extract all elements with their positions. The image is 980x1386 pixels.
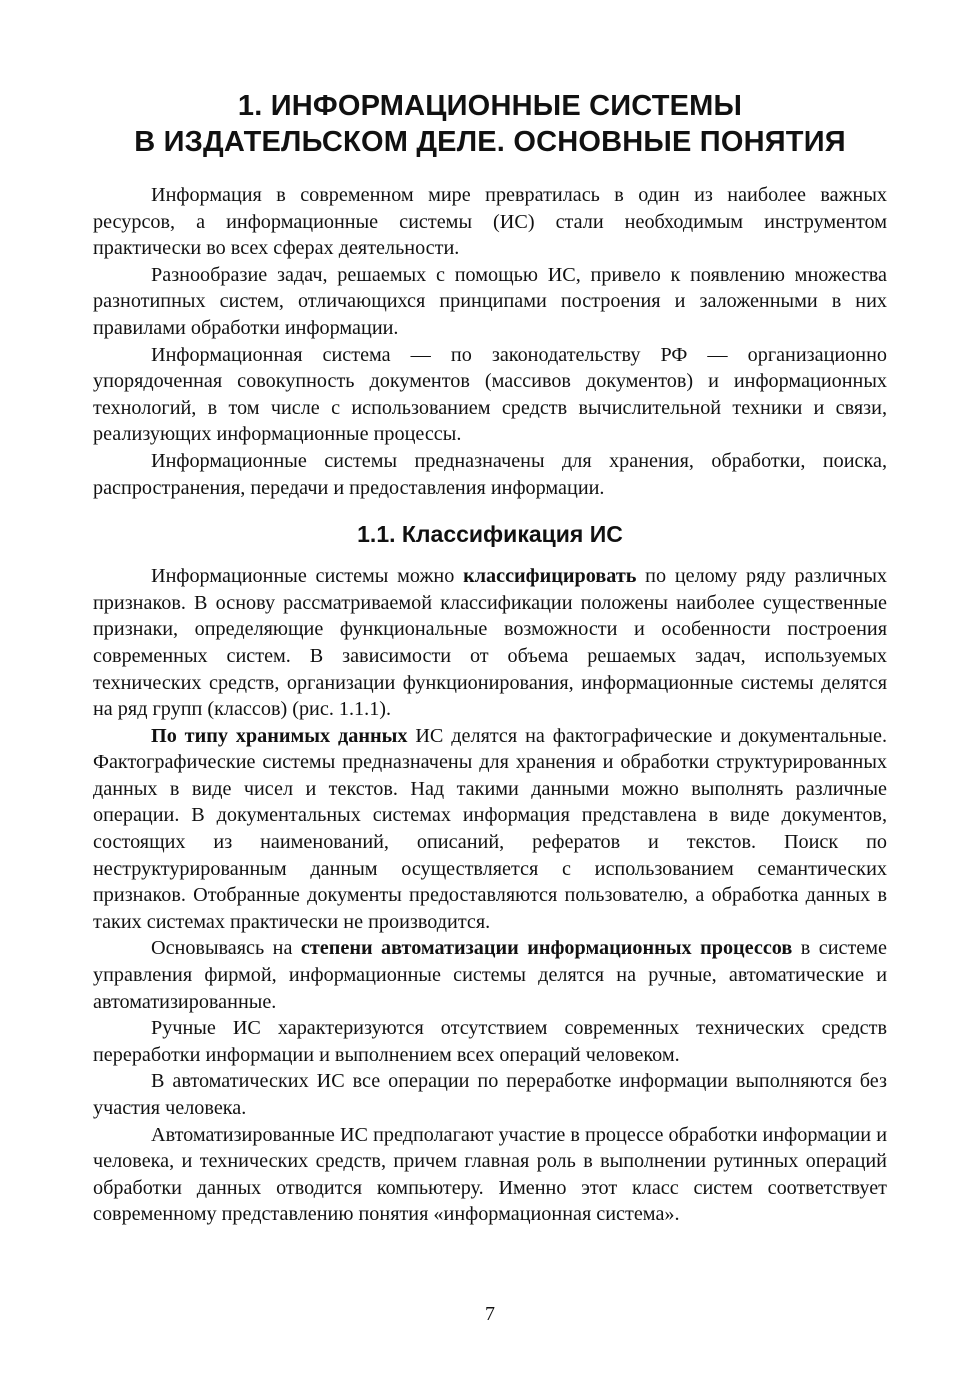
- bold-term-automation: степени автоматизации информационных процессов: [300, 937, 793, 960]
- intro-paragraph-1: Информация в современном мире превратилась в один из наиболее важных ресурсов, а информационные системы (ИС) стали необходимым инструментом практически во всех сферах деятельности.: [93, 184, 887, 260]
- intro-paragraph-3: Информационная система — по законодательству РФ — организационно упорядоченная совокупность документов (массивов документов) и информационных технологий, в том числе с использованием средств вычислительной техники и связи, реализующих информационные процессы.: [93, 343, 887, 446]
- classification-paragraph-6: Автоматизированные ИС предполагают участие в процессе обработки информации и человека, и технических средств, причем главная роль в выполнении рутинных операций обработки данных отводится компьютеру. Именно этот класс систем соответствует современному представлению понятия «информационная система».: [93, 1123, 887, 1226]
- text-run: в системе управления фирмой, информационные системы делятся на ручные, автоматические и автоматизированные.: [93, 937, 887, 1013]
- text-run: Информационные системы можно: [151, 565, 464, 588]
- classification-paragraph-1: [93, 563, 887, 723]
- document-page: [93, 88, 887, 1228]
- chapter-title-line-1: 1. ИНФОРМАЦИОННЫЕ СИСТЕМЫ: [237, 90, 743, 122]
- chapter-title: [93, 88, 887, 160]
- classification-paragraph-4: Ручные ИС характеризуются отсутствием современных технических средств переработки информации и выполнением всех операций человеком.: [93, 1017, 887, 1066]
- classification-paragraph-5: В автоматических ИС все операции по переработке информации выполняются без участия человека.: [93, 1070, 887, 1119]
- classification-paragraph-2: [93, 723, 887, 936]
- text-run: ИС делятся на фактографические и документальные. Фактографические системы предназначены для хранения и обработки структурированных данных в виде чисел и текстов. Над такими данными можно выполнять различные операции. В документальных системах информация представлена в виде документов, состоящих из наименований, описаний, рефератов и текстов. Поиск по неструктурированным данным осуществляется с использованием семантических признаков. Отобранные документы предоставляются пользователю, а обработка данных в таких системах практически не производится.: [93, 724, 888, 933]
- chapter-title-line-2: В ИЗДАТЕЛЬСКОМ ДЕЛЕ. ОСНОВНЫЕ ПОНЯТИЯ: [134, 126, 846, 158]
- text-run: Основываясь на: [151, 937, 301, 960]
- intro-paragraph-2: Разнообразие задач, решаемых с помощью ИС, привело к появлению множества разнотипных систем, отличающихся принципами построения и заложенными в них правилами обработки информации.: [93, 263, 887, 339]
- bold-term-data-type: По типу хранимых данных: [151, 724, 408, 747]
- text-run: по целому ряду различных признаков. В основу рассматриваемой классификации положены наиболее существенные признаки, определяющие функциональные возможности и особенности построения современных систем. В зависимости от объема решаемых задач, используемых технических средств, организации функционирования, информационные системы делятся на ряд групп (классов) (рис. 1.1.1).: [93, 565, 888, 721]
- section-title: 1.1. Классификация ИС: [357, 521, 623, 548]
- page-number: 7: [485, 1303, 495, 1325]
- intro-paragraph-4: Информационные системы предназначены для хранения, обработки, поиска, распространения, передачи и предоставления информации.: [93, 449, 887, 499]
- classification-paragraph-3: [93, 935, 887, 1015]
- bold-term-classify: классифицировать: [463, 565, 637, 588]
